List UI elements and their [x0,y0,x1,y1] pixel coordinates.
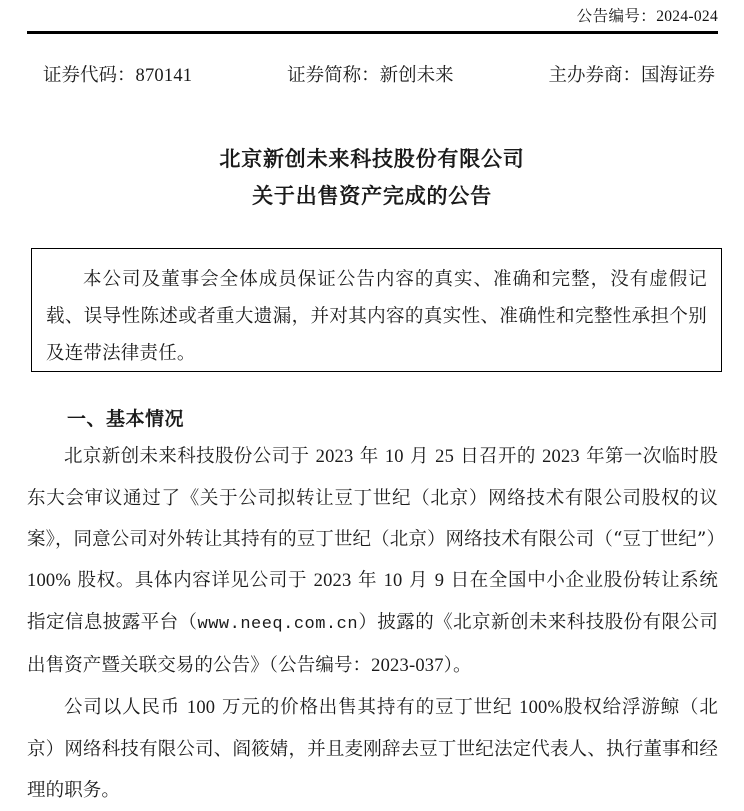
security-abbreviation-label: 证券简称： [287,65,380,86]
security-code [43,64,192,88]
p1-year3: 2023 [313,571,352,591]
p1-seg2: 年 [353,446,385,467]
announcement-number-value: 2024-024 [656,8,718,25]
p1-seg11: ）。 [443,655,472,676]
document-title [0,140,744,214]
sponsoring-broker-value: 国海证券 [640,65,715,86]
security-abbreviation [287,64,454,88]
p1-seg4: 日召开的 [454,446,543,467]
p1-seg9: 日在全国中小企业股份转让系统指定信息披露平台（ [27,570,719,633]
p1-seg5: 年第一次临时股东大会审议通过了《关于公司拟转让豆丁世纪（北京）网络技术有限公司股权的议案》，同意公司对外转让其持有的豆丁世纪（北京）网络技术有限公司（“豆丁世纪”） [27,446,726,550]
p2-percent: 100% [519,698,564,718]
sponsoring-broker-label: 主办券商： [548,65,641,86]
p1-month2: 10 [383,571,403,591]
p2-seg2: 万元的价格出售其持有的豆丁世纪 [215,697,520,718]
p2-seg3: 股权给浮游鲸（北京）网络科技有限公司、阎筱婧，并且麦刚辞去豆丁世纪法定代表人、执行董事和经理的职务。 [27,697,718,801]
body-content [27,436,726,811]
p1-month1: 10 [384,447,404,467]
p1-seg6: 股权。具体内容详见公司于 [70,570,314,591]
running-head [27,4,718,26]
disclaimer-text: 本公司及董事会全体成员保证公告内容的真实、准确和完整，没有虚假记载、误导性陈述或者重大遗漏，并对其内容的真实性、准确性和完整性承担个别及连带法律责任。 [46,269,707,364]
p1-year2: 2023 [542,447,580,467]
security-code-label: 证券代码： [43,65,136,86]
section-heading-basic-info: 一、基本情况 [67,408,185,430]
p1-day1: 25 [435,447,455,467]
p2-amount: 100 [186,698,216,718]
security-code-value: 870141 [135,66,193,86]
sponsoring-broker [548,64,715,88]
p1-seg8: 月 [402,570,435,591]
header-divider [27,31,718,34]
p1-seg10: ）披露的《北京新创未来科技股份有限公司出售资产暨关联交易的公告》（公告编号： [27,612,719,676]
p1-prior-announcement-number: 2023-037 [371,656,444,676]
announcement-number-label: 公告编号： [576,7,657,25]
p1-percent1: 100% [27,571,71,591]
p1-day2: 9 [434,571,445,591]
p1-year1: 2023 [315,447,354,467]
p2-seg1: 公司以人民币 [64,697,187,718]
paragraph-transaction-background [27,436,726,687]
p1-seg7: 年 [351,570,384,591]
security-abbreviation-value: 新创未来 [379,65,454,86]
security-info-row [43,64,715,88]
document-title-line-subject: 关于出售资产完成的公告 [252,183,492,208]
p1-seg3: 月 [403,446,436,467]
p1-seg1: 北京新创未来科技股份公司于 [64,446,316,467]
paragraph-transaction-completion [27,687,718,811]
document-title-line-company: 北京新创未来科技股份有限公司 [219,146,525,171]
disclaimer-box [31,248,722,372]
disclosure-platform-url: www.neeq.com.cn [197,615,359,634]
